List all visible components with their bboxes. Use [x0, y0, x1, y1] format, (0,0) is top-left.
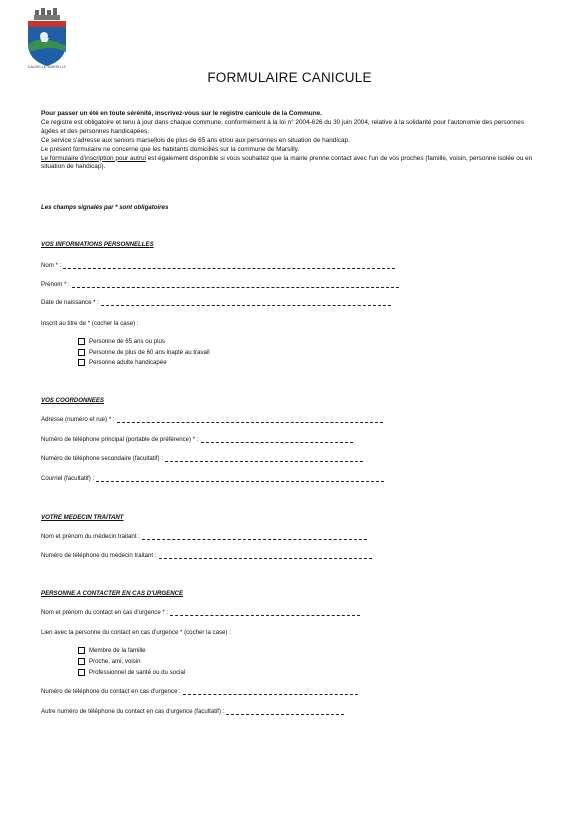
checkbox-box[interactable]	[78, 359, 85, 366]
intro-line-1: Pour passer un été en toute sérénité, inscrivez-vous sur le registre canicule de la Commune.	[41, 110, 322, 117]
section-heading-doctor: VOTRE MEDECIN TRAITANT	[41, 514, 124, 521]
field-nom-contact[interactable]	[41, 609, 360, 616]
field-tel-contact-line[interactable]	[183, 688, 358, 695]
field-tel-secondaire[interactable]	[41, 455, 363, 462]
intro-text	[41, 110, 541, 172]
field-prenom-label: Prénom * :	[41, 281, 70, 288]
checkbox-label: Personne adulte handicapée	[89, 359, 167, 366]
field-nom-contact-label: Nom et prénom du contact en cas d'urgence * :	[41, 609, 169, 616]
field-tel-principal-line[interactable]	[201, 436, 353, 443]
checkbox-box[interactable]	[78, 658, 85, 665]
field-tel-contact-label: Numéro de téléphone du contact en cas d'urgence :	[41, 688, 181, 695]
required-fields-note: Les champs signalés par * sont obligatoires	[41, 204, 169, 211]
field-tel-autre-line[interactable]	[226, 708, 344, 715]
field-nom-medecin-label: Nom et prénom du médecin traitant :	[41, 533, 140, 540]
field-courriel[interactable]	[41, 475, 384, 482]
checkbox-option[interactable]	[78, 338, 165, 345]
intro-line-5-rest: est également disponible si vous souhaitez que la mairie prenne contact avec l'un de vos proches (famille, voisin, personne isolée ou en situation de handicap).	[41, 154, 533, 171]
field-tel-autre-label: Autre numéro de téléphone du contact en cas d'urgence (facultatif) :	[41, 708, 225, 715]
field-nom-contact-line[interactable]	[170, 609, 360, 616]
page-title: FORMULAIRE CANICULE	[207, 70, 372, 85]
intro-line-2: Ce registre est obligatoire et tenu à jour dans chaque commune, conformément à la loi n° 2004-626 du 30 juin 2004, relative à la solidarité pour l'autonomie des personnes âgées et des personnes handicapées.	[41, 118, 525, 135]
checkbox-label: Personne de 65 ans ou plus	[89, 338, 165, 345]
field-tel-medecin-label: Numéro de téléphone du médecin traitant :	[41, 552, 157, 559]
checkbox-box[interactable]	[78, 669, 85, 676]
section-heading-personal: VOS INFORMATIONS PERSONNELLES	[41, 241, 154, 248]
inscrit-au-titre-label: Inscrit au titre de * (cocher la case) :	[41, 320, 139, 327]
field-nom-medecin[interactable]	[41, 533, 367, 540]
checkbox-option[interactable]	[78, 359, 167, 366]
lien-contact-label: Lien avec la personne du contact en cas d'urgence * (cocher la case) :	[41, 629, 231, 636]
field-prenom[interactable]	[41, 281, 399, 288]
field-naissance[interactable]	[41, 299, 391, 306]
field-nom-label: Nom * :	[41, 262, 62, 269]
field-tel-secondaire-label: Numéro de téléphone secondaire (facultatif) :	[41, 455, 163, 462]
field-adresse[interactable]	[41, 416, 383, 423]
checkbox-option[interactable]	[78, 658, 140, 665]
field-nom-line[interactable]	[63, 262, 395, 269]
field-tel-medecin[interactable]	[41, 552, 372, 559]
checkbox-label: Membre de la famille	[89, 647, 146, 654]
field-prenom-line[interactable]	[72, 281, 399, 288]
checkbox-option[interactable]	[78, 349, 210, 356]
intro-line-4: Le présent formulaire ne concerne que les habitants domiciliés sur la commune de Marsilly.	[41, 145, 300, 153]
checkbox-label: Professionnel de santé ou du social	[89, 669, 186, 676]
field-tel-principal[interactable]	[41, 436, 353, 443]
field-tel-secondaire-line[interactable]	[165, 455, 363, 462]
field-naissance-line[interactable]	[101, 299, 391, 306]
checkbox-box[interactable]	[78, 647, 85, 654]
section-heading-emergency: PERSONNE A CONTACTER EN CAS D'URGENCE	[41, 590, 184, 597]
field-naissance-label: Date de naissance * :	[41, 299, 99, 306]
municipal-crest-logo	[22, 8, 72, 70]
field-tel-autre[interactable]	[41, 708, 344, 715]
field-courriel-line[interactable]	[96, 475, 384, 482]
field-tel-principal-label: Numéro de téléphone principal (portable de préférence) * :	[41, 436, 199, 443]
field-courriel-label: Courriel (facultatif) :	[41, 475, 95, 482]
checkbox-box[interactable]	[78, 338, 85, 345]
field-nom[interactable]	[41, 262, 395, 269]
checkbox-label: Proche, ami, voisin	[89, 658, 141, 665]
logo-caption: CAUVILLE MARSILLY	[27, 65, 67, 69]
checkbox-option[interactable]	[78, 647, 146, 654]
section-heading-contact: VOS COORDONNEES	[41, 397, 104, 404]
checkbox-option[interactable]	[78, 669, 185, 676]
intro-line-3: Ce service s'adresse aux seniors marsellois de plus de 65 ans et/ou aux personnes en situation de handicap.	[41, 136, 350, 144]
field-adresse-label: Adresse (numéro et rue) * :	[41, 416, 115, 423]
intro-link-text[interactable]: Le formulaire d'inscription pour autrui	[41, 154, 146, 162]
checkbox-box[interactable]	[78, 349, 85, 356]
field-adresse-line[interactable]	[117, 416, 383, 423]
field-nom-medecin-line[interactable]	[142, 533, 367, 540]
field-tel-medecin-line[interactable]	[159, 552, 372, 559]
checkbox-label: Personne de plus de 60 ans inapte au travail	[89, 349, 210, 356]
field-tel-contact[interactable]	[41, 688, 358, 695]
intro-line-5	[41, 155, 541, 173]
